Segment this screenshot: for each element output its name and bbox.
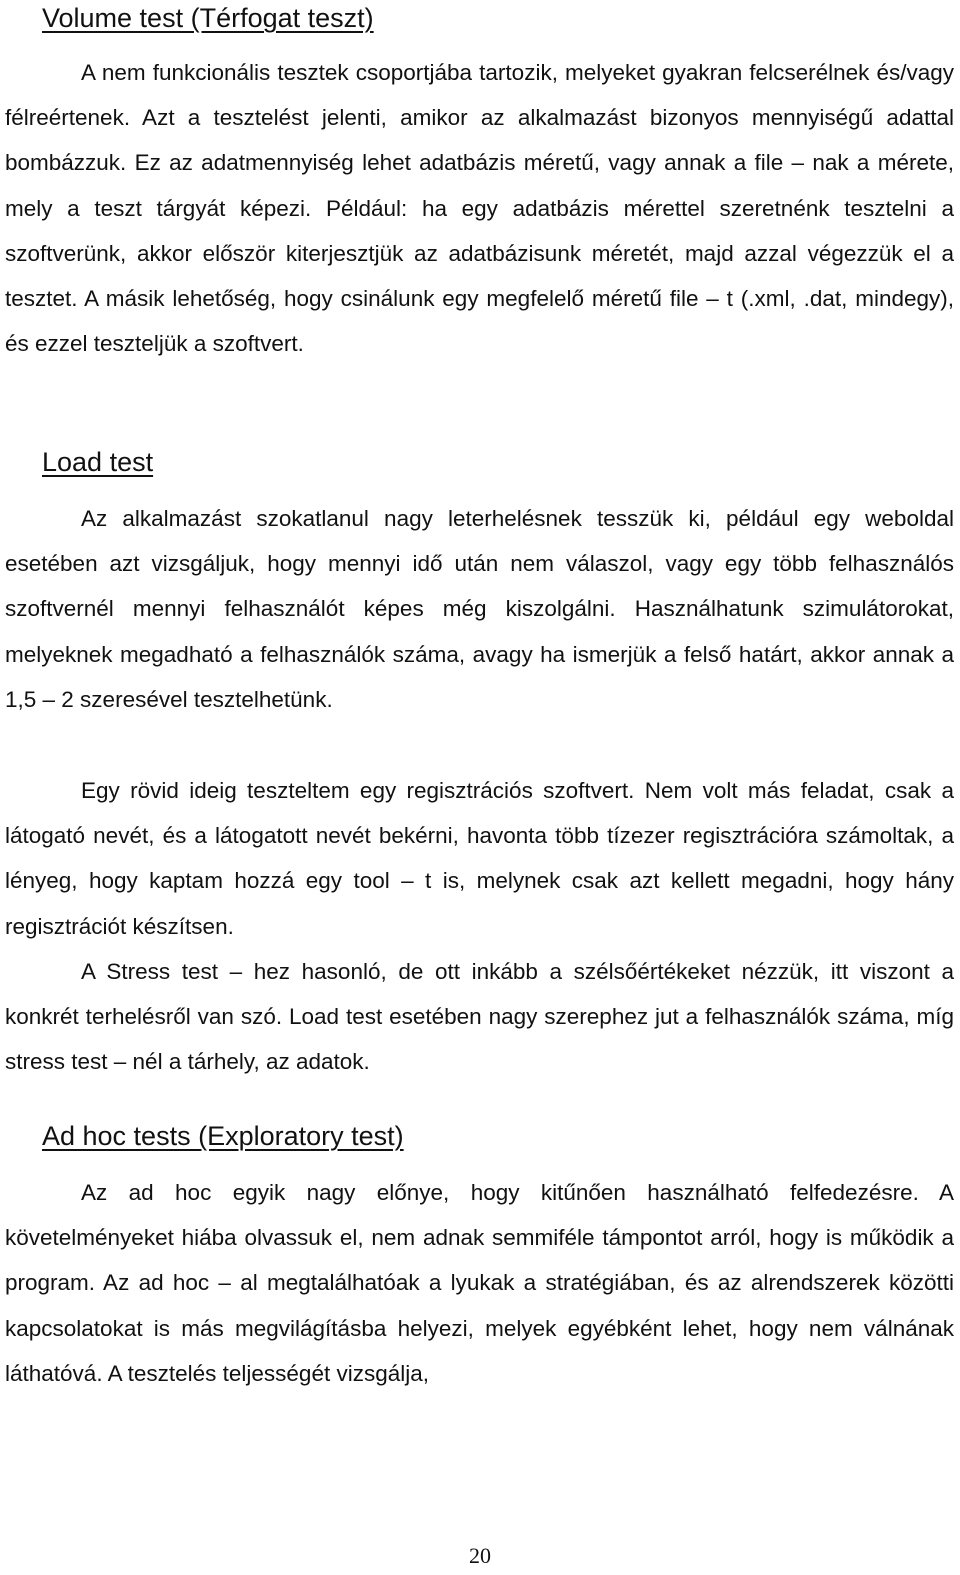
paragraph-load-vs-stress: A Stress test – hez hasonló, de ott inkább a szélsőértékeket nézzük, itt viszont a konkrét terhelésről van szó. Load test esetében nagy szerephez jut a felhasználók száma, míg stress test – nél a tárhely, az adatok. xyxy=(5,959,954,1075)
section-heading-load-test: Load test xyxy=(42,447,154,477)
paragraph-ad-hoc-tests: Az ad hoc egyik nagy előnye, hogy kitűnően használható felfedezésre. A követelményeket hiába olvassuk el, nem adnak semmiféle támpontot arról, hogy is működik a program. Az ad hoc – al megtalálhatóak a lyukak a stratégiában, és az alrendszerek közötti kapcsolatokat is más megvilágításba helyezi, melyek egyébként lehet, hogy nem válnának láthatóvá. A tesztelés teljességét vizsgálja, xyxy=(5,1180,954,1386)
section-heading-volume-test: Volume test (Térfogat teszt) xyxy=(42,3,374,33)
page-number: 20 xyxy=(469,1543,491,1568)
paragraph-volume-test: A nem funkcionális tesztek csoportjába tartozik, melyeket gyakran felcserélnek és/vagy félreértenek. Azt a tesztelést jelenti, amikor az alkalmazást bizonyos mennyiségű adattal bombázzuk. Ez az adatmennyiség lehet adatbázis méretű, vagy annak a file – nak a mérete, mely a teszt tárgyát képezi. Például: ha egy adatbázis mérettel szeretnénk tesztelni a szoftverünk, akkor először kiterjesztjük az adatbázisunk méretét, majd azzal végezzük el a tesztet. A másik lehetőség, hogy csinálunk egy megfelelő méretű file – t (.xml, .dat, mindegy), és ezzel teszteljük a szoftvert. xyxy=(5,60,954,357)
paragraph-load-test-intro: Az alkalmazást szokatlanul nagy leterhelésnek tesszük ki, például egy weboldal esetében azt vizsgáljuk, hogy mennyi idő után nem válaszol, vagy egy több felhasználós szoftvernél mennyi felhasználót képes még kiszolgálni. Használhatunk szimulátorokat, melyeknek megadható a felhasználók száma, avagy ha ismerjük a felső határt, akkor annak a 1,5 – 2 szeresével tesztelhetünk. xyxy=(5,506,954,712)
paragraph-load-test-example: Egy rövid ideig teszteltem egy regisztrációs szoftvert. Nem volt más feladat, csak a látogató nevét, és a látogatott nevét bekérni, havonta több tízezer regisztrációra számoltak, a lényeg, hogy kaptam hozzá egy tool – t is, melynek csak azt kellett megadni, hogy hány regisztrációt készítsen. xyxy=(5,778,954,939)
section-heading-ad-hoc-tests: Ad hoc tests (Exploratory test) xyxy=(42,1121,404,1151)
